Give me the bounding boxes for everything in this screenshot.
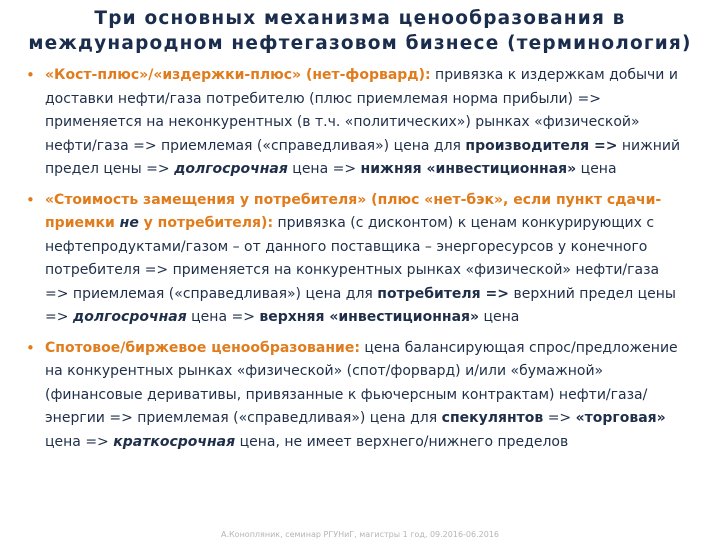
bullet-lead-emphasis: не — [119, 215, 139, 231]
bullet-text: цена, не имеет верхнего/нижнего пределов — [235, 433, 569, 450]
bullet-bold-text: спекулянтов — [441, 410, 544, 426]
bullet-lead: Спотовое/биржевое ценообразование: — [45, 339, 360, 356]
bullet-marker: • — [26, 338, 35, 357]
bullet-lead: «Кост-плюс»/«издержки-плюс» (нет-форвард): — [45, 67, 431, 83]
bullet-cost-plus — [22, 64, 687, 182]
page-title-line-2: международном нефтегазовом бизнесе (терминология) — [28, 33, 692, 54]
page-title-line-1: Три основных механизма ценообразования в — [94, 8, 626, 29]
bullet-text: цена => — [45, 433, 114, 450]
bullet-lead-part: «Стоимость замещения у потребителя» (плюс «нет-бэк», если пункт сдачи-приемки — [45, 191, 662, 231]
bullet-list — [22, 64, 687, 461]
bullet-text: цена => — [287, 161, 361, 177]
bullet-text: верхний предел цены => — [45, 285, 676, 325]
bullet-marker: • — [26, 190, 35, 209]
bullet-text: цена балансирующая спрос/предложение на конкурентных рынках «физической» (спот/форвард) и/или «бумажной» (финансовые деривативы, привязанные к фьючерсным контрактам) нефти/газа/энергии => приемлемая («справедливая») цена для — [45, 339, 678, 426]
bullet-marker: • — [26, 66, 35, 84]
slide-footer: А.Конопляник, семинар РГУНиГ, магистры 1 год, 09.2016-06.2016 — [220, 530, 500, 539]
bullet-bold-text: потребителя => — [377, 285, 509, 302]
bullet-emphasis: краткосрочная — [113, 433, 236, 450]
bullet-replacement-cost — [22, 189, 687, 330]
bullet-text: привязка к издержкам добычи и доставки нефти/газа потребителю (плюс приемлемая норма прибыли) => применяется на неконкурентных (в т.ч. «политических») рынках «физической» нефти/газа => приемлемая («справедливая») цена для — [45, 67, 678, 154]
bullet-text: цена => — [186, 309, 260, 325]
bullet-text: цена — [479, 309, 520, 325]
bullet-bold-text: верхняя «инвестиционная» — [259, 309, 480, 325]
bullet-emphasis: долгосрочная — [174, 161, 288, 177]
bullet-text: привязка (с дисконтом) к ценам конкурирующих с нефтепродуктами/газом – от данного поставщика – энергоресурсов у конечного потребителя => применяется на конкурентных рынках «физической» нефти/газа => приемлемая («справедливая») цена для — [45, 215, 660, 302]
bullet-bold-text: «торговая» — [575, 410, 666, 426]
bullet-bold-text: нижняя «инвестиционная» — [360, 161, 577, 177]
bullet-text: нижний предел цены => — [45, 137, 681, 177]
bullet-lead-part: у потребителя): — [138, 215, 274, 231]
bullet-spot-pricing — [22, 337, 687, 455]
bullet-text: цена — [576, 161, 617, 177]
page-title — [0, 6, 720, 56]
bullet-emphasis: долгосрочная — [72, 309, 187, 325]
bullet-bold-text: производителя => — [465, 137, 618, 154]
bullet-text: => — [543, 410, 576, 426]
